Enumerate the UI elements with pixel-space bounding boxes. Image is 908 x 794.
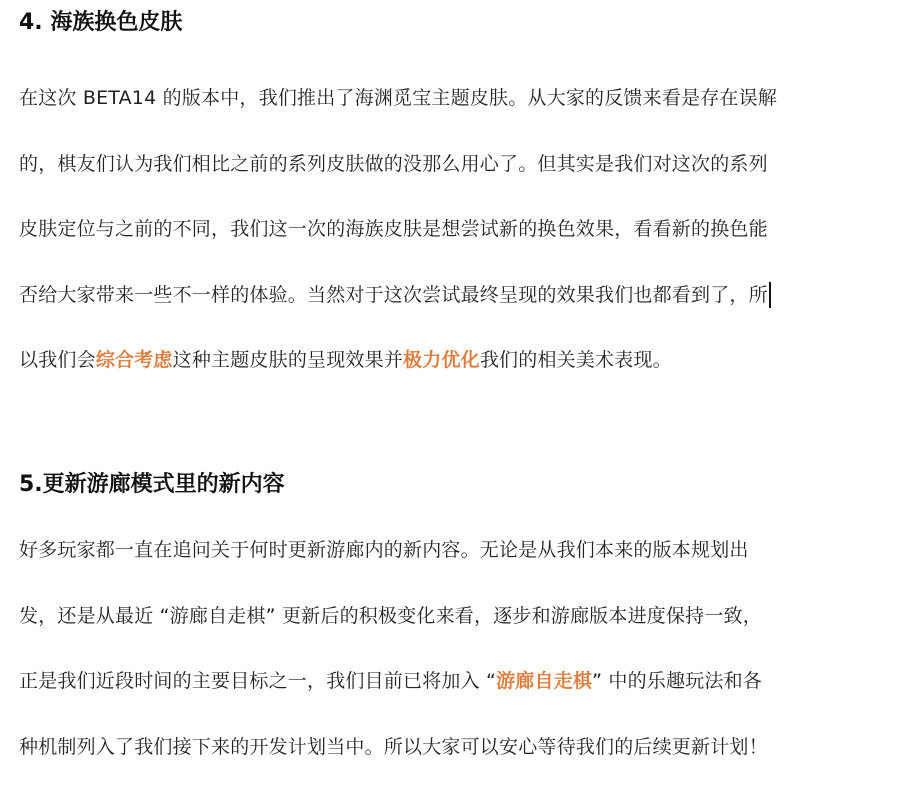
highlight-text: 游廊自走棋	[496, 670, 593, 692]
text-run: 在这次 BETA14 的版本中，我们推出了海渊觅宝主题皮肤。从大家的反馈来看是存在误解	[19, 87, 778, 109]
text-run: 发，还是从最近 “游廊自走棋” 更新后的积极变化来看，逐步和游廊版本进度保持一致，	[19, 604, 762, 627]
highlight-text: 极力优化	[403, 349, 480, 371]
paragraph-line	[19, 132, 889, 198]
text-run: 好多玩家都一直在追问关于何时更新游廊内的新内容。无论是从我们本来的版本规划出	[19, 539, 749, 561]
section-paragraph	[19, 66, 889, 394]
section-paragraph	[19, 518, 889, 780]
section-heading: 5.更新游廊模式里的新内容	[19, 472, 285, 497]
paragraph-line	[19, 584, 889, 650]
section-sea-tribe-skin	[19, 8, 889, 394]
section-heading: 4. 海族换色皮肤	[19, 10, 183, 35]
paragraph-line	[19, 66, 889, 132]
paragraph-line	[19, 518, 889, 584]
text-run: 的，棋友们认为我们相比之前的系列皮肤做的没那么用心了。但其实是我们对这次的系列	[19, 152, 768, 175]
paragraph-line	[19, 263, 889, 329]
text-run: 正是我们近段时间的主要目标之一，我们目前已将加入 “	[19, 670, 497, 692]
text-run: 以我们会	[19, 349, 96, 371]
text-run: ” 中的乐趣玩法和各	[592, 670, 762, 692]
paragraph-line	[19, 328, 889, 394]
text-run: 种机制列入了我们接下来的开发计划当中。所以大家可以安心等待我们的后续更新计划！	[19, 735, 768, 758]
text-run: 我们的相关美术表现。	[479, 349, 672, 371]
section-gallery-mode-update	[19, 470, 889, 780]
text-run: 这种主题皮肤的呈现效果并	[172, 349, 404, 371]
paragraph-line	[19, 649, 889, 715]
text-run: 皮肤定位与之前的不同，我们这一次的海族皮肤是想尝试新的换色效果，看看新的换色能	[19, 218, 768, 240]
highlight-text: 综合考虑	[95, 349, 173, 371]
paragraph-line	[19, 715, 889, 781]
text-run: 否给大家带来一些不一样的体验。当然对于这次尝试最终呈现的效果我们也都看到了，所	[19, 283, 768, 306]
text-cursor	[769, 282, 771, 308]
paragraph-line	[19, 197, 889, 263]
